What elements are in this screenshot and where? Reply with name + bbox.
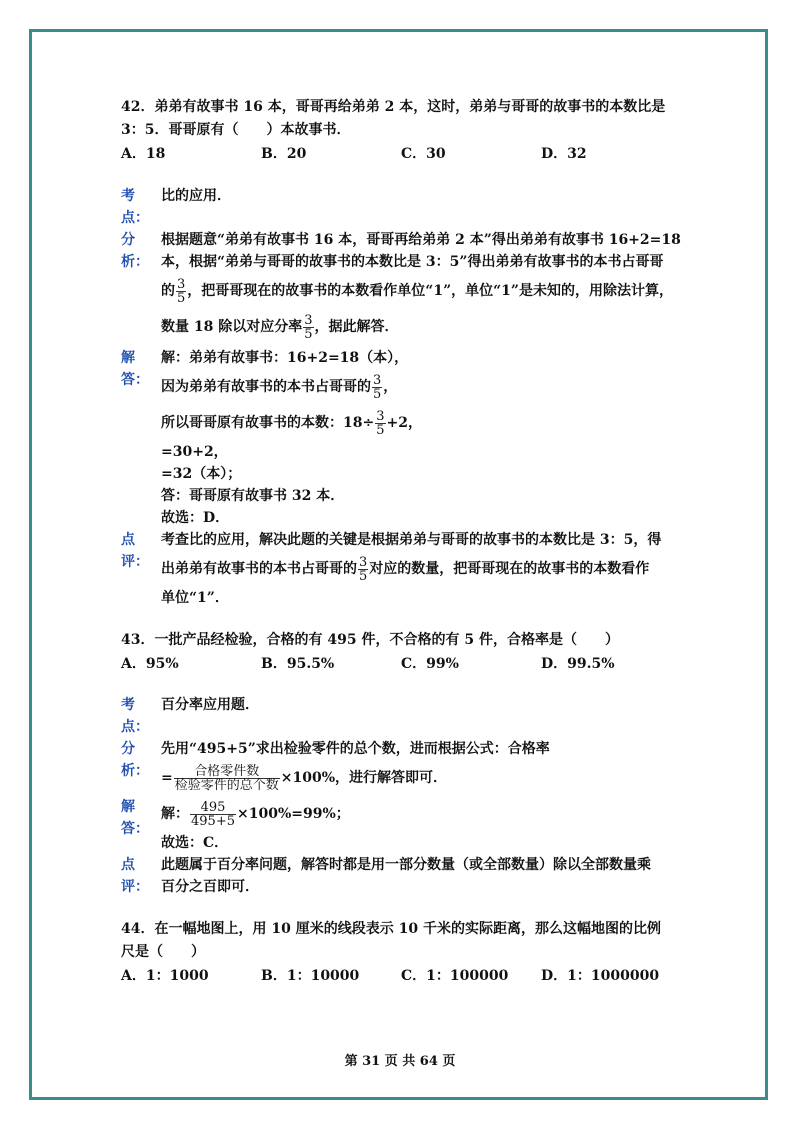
option-c: C．99% bbox=[401, 656, 459, 672]
q42-dianping-section bbox=[121, 529, 691, 609]
q43-kaodian-section bbox=[121, 694, 691, 738]
fenxi-label: 分 析： bbox=[121, 741, 149, 779]
fraction-3-5: $\frac{3}{5}$ bbox=[373, 372, 382, 402]
fenxi-line-2: = $\frac{\text{合格零件数}}{\text{检验零件的总个数}}$ ×100%，进行解答即可． bbox=[161, 763, 448, 793]
fraction-3-5: $\frac{3}{5}$ bbox=[304, 312, 313, 342]
question-42-options bbox=[121, 143, 691, 165]
dianping-line-2: 百分之百即可． bbox=[161, 879, 259, 895]
jieda-line-1: 解： $\frac{495}{495+5}$ ×100%=99%； bbox=[161, 799, 350, 829]
jieda-label: 解 答： bbox=[121, 350, 149, 388]
option-a: A．95% bbox=[121, 656, 179, 672]
jieda-line-2: 因为弟弟有故事书的本书占哥哥的 $\frac{3}{5}$ ， bbox=[161, 372, 398, 402]
fenxi-line-1: 先用“495+5”求出检验零件的总个数，进而根据公式：合格率 bbox=[161, 741, 550, 757]
jieda-line-5: =32（本）； bbox=[161, 466, 242, 482]
fraction-495: $\frac{495}{495+5}$ bbox=[191, 799, 235, 829]
fraction-3-5: $\frac{3}{5}$ bbox=[376, 408, 385, 438]
jieda-line-2: 故选：C． bbox=[161, 835, 229, 851]
dianping-line-1: 考查比的应用，解决此题的关键是根据弟弟与哥哥的故事书的本数比是 3：5，得 bbox=[161, 532, 662, 548]
option-d: D．99.5% bbox=[541, 656, 615, 672]
option-b: B．1：10000 bbox=[261, 968, 360, 984]
jieda-line-4: =30+2， bbox=[161, 444, 228, 460]
question-44-stem-line1: 44．在一幅地图上，用 10 厘米的线段表示 10 千米的实际距离，那么这幅地图的比例 bbox=[121, 921, 661, 937]
kaodian-label: 考 点： bbox=[121, 188, 149, 226]
dianping-line-3: 单位“1”． bbox=[161, 590, 229, 606]
question-44 bbox=[121, 918, 691, 987]
q42-kaodian-section bbox=[121, 185, 691, 229]
option-c: C．30 bbox=[401, 146, 446, 162]
fraction-3-5: $\frac{3}{5}$ bbox=[177, 276, 186, 306]
jieda-line-6: 答：哥哥原有故事书 32 本． bbox=[161, 488, 345, 504]
option-d: D．1：1000000 bbox=[541, 968, 660, 984]
jieda-line-3: 所以哥哥原有故事书的本数：18÷ $\frac{3}{5}$ +2， bbox=[161, 408, 422, 438]
question-43-options bbox=[121, 653, 691, 675]
option-b: B．95.5% bbox=[261, 656, 335, 672]
fenxi-line-2: 本，根据“弟弟与哥哥的故事书的本数比是 3：5”得出弟弟有故事书的本书占哥哥 bbox=[161, 254, 664, 270]
page-content bbox=[121, 96, 691, 987]
dianping-label: 点 评： bbox=[121, 532, 149, 570]
fenxi-line-3: 的 $\frac{3}{5}$ ，把哥哥现在的故事书的本数看作单位“1”，单位“1”是未知的，用除法计算， bbox=[161, 276, 673, 306]
question-42 bbox=[121, 96, 691, 165]
question-44-options bbox=[121, 965, 691, 987]
kaodian-label: 考 点： bbox=[121, 697, 149, 735]
question-43-stem: 43．一批产品经检验，合格的有 495 件，不合格的有 5 件，合格率是（ ） bbox=[121, 632, 619, 648]
question-44-stem-line2: 尺是（ ） bbox=[121, 944, 205, 960]
q42-jieda-section bbox=[121, 347, 691, 529]
question-43 bbox=[121, 629, 691, 675]
fenxi-line-1: 根据题意“弟弟有故事书 16 本，哥哥再给弟弟 2 本”得出弟弟有故事书 16+2=18 bbox=[161, 232, 681, 248]
question-42-stem-line2: 3：5．哥哥原有（ ）本故事书． bbox=[121, 122, 351, 138]
kaodian-text: 比的应用． bbox=[161, 188, 231, 204]
q43-dianping-section bbox=[121, 854, 691, 898]
dianping-line-1: 此题属于百分率问题，解答时都是用一部分数量（或全部数量）除以全部数量乘 bbox=[161, 857, 651, 873]
fraction-3-5: $\frac{3}{5}$ bbox=[359, 554, 368, 584]
option-a: A．18 bbox=[121, 146, 166, 162]
jieda-line-7: 故选：D． bbox=[161, 510, 230, 526]
q42-fenxi-section bbox=[121, 229, 691, 345]
q43-jieda-section bbox=[121, 796, 691, 854]
dianping-label: 点 评： bbox=[121, 857, 149, 895]
fraction-pass-rate: $\frac{\text{合格零件数}}{\text{检验零件的总个数}}$ bbox=[174, 763, 279, 793]
jieda-line-1: 解：弟弟有故事书：16+2=18（本）， bbox=[161, 350, 409, 366]
page-number-footer: 第 31 页 共 64 页 bbox=[344, 1054, 456, 1069]
option-c: C．1：100000 bbox=[401, 968, 509, 984]
option-b: B．20 bbox=[261, 146, 307, 162]
question-42-stem-line1: 42．弟弟有故事书 16 本，哥哥再给弟弟 2 本，这时，弟弟与哥哥的故事书的本数比是 bbox=[121, 99, 666, 115]
q43-fenxi-section bbox=[121, 738, 691, 796]
dianping-line-2: 出弟弟有故事书的本书占哥哥的 $\frac{3}{5}$ 对应的数量，把哥哥现在的故事书的本数看作 bbox=[161, 554, 650, 584]
fenxi-label: 分 析： bbox=[121, 232, 149, 270]
kaodian-text: 百分率应用题． bbox=[161, 697, 259, 713]
option-d: D．32 bbox=[541, 146, 587, 162]
fenxi-line-4: 数量 18 除以对应分率 $\frac{3}{5}$ ，据此解答． bbox=[161, 312, 399, 342]
jieda-label: 解 答： bbox=[121, 799, 149, 837]
option-a: A．1：1000 bbox=[121, 968, 209, 984]
